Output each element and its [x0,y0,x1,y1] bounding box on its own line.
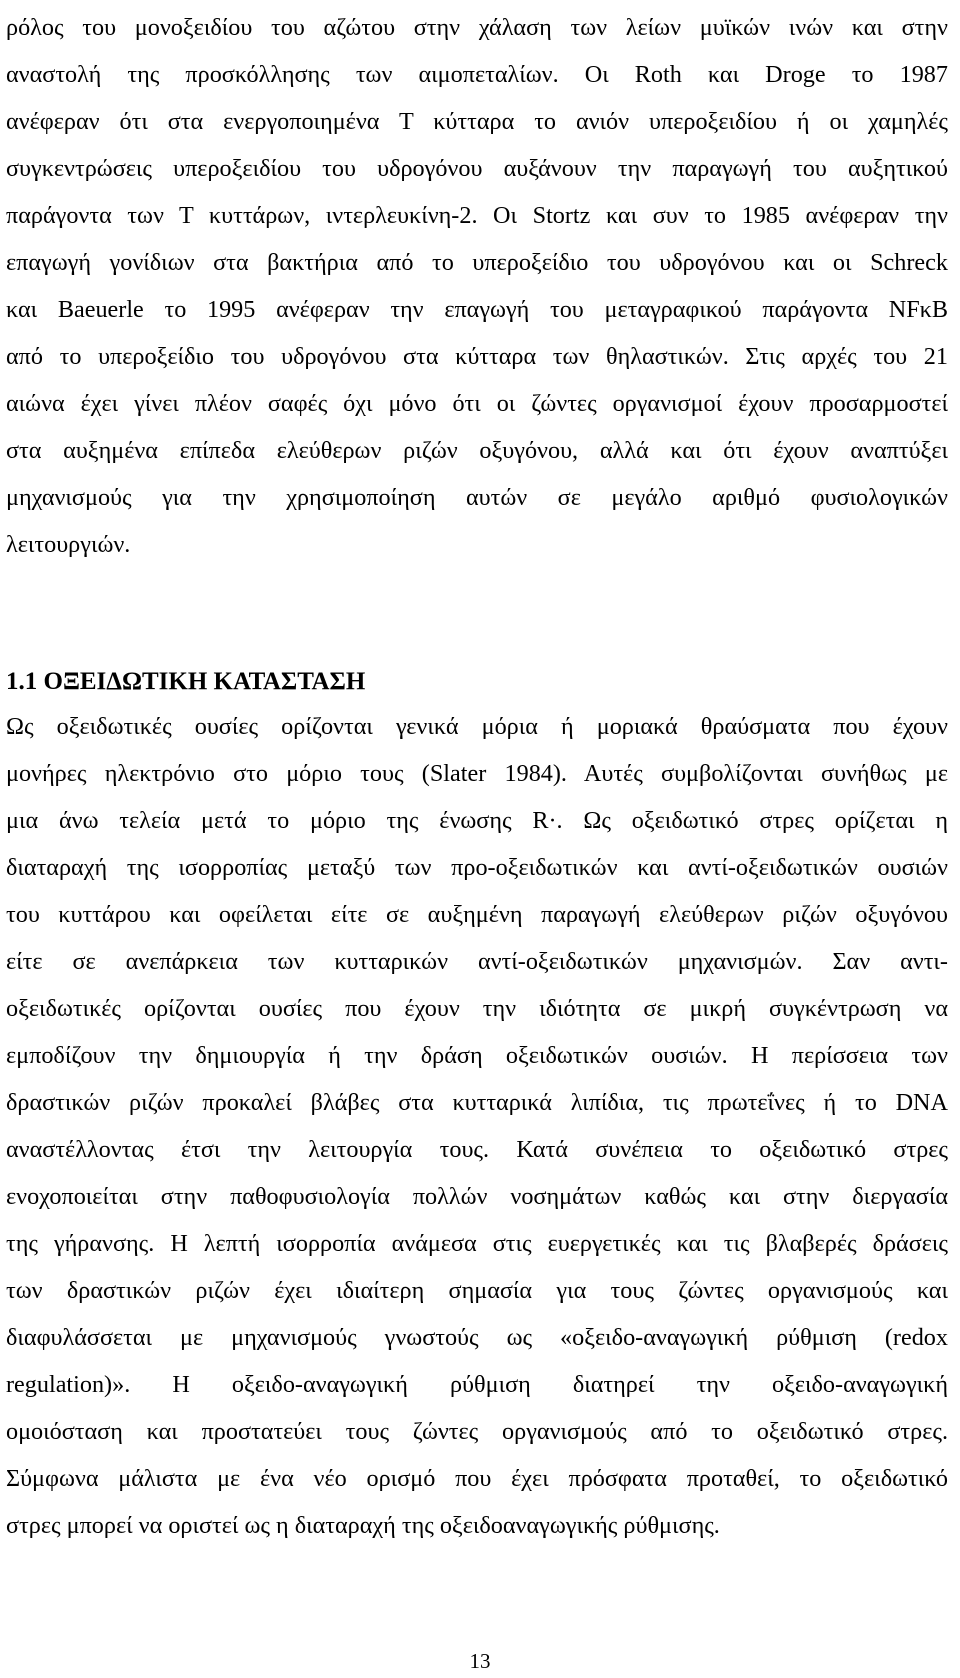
text-line: αναστέλλοντας έτσι την λειτουργία τους. Κατά συνέπεια το οξειδωτικό στρες [6,1136,948,1163]
text-line: μηχανισμούς για την χρησιμοποίηση αυτών σε μεγάλο αριθμό φυσιολογικών [6,484,948,511]
text-line: regulation)». Η οξειδο-αναγωγική ρύθμιση διατηρεί την οξειδο-αναγωγική [6,1371,948,1398]
text-line: ομοιόσταση και προστατεύει τους ζώντες οργανισμούς από το οξειδωτικό στρες. [6,1418,948,1445]
text-line: αιώνα έχει γίνει πλέον σαφές όχι μόνο ότι οι ζώντες οργανισμοί έχουν προσαρμοστεί [6,390,948,417]
text-line: από το υπεροξείδιο του υδρογόνου στα κύτταρα των θηλαστικών. Στις αρχές του 21 [6,343,948,370]
text-line: λειτουργιών. [6,531,131,558]
text-line: διαφυλάσσεται με μηχανισμούς γνωστούς ως «οξειδο-αναγωγική ρύθμιση (redox [6,1324,948,1351]
text-line: και Baeuerle το 1995 ανέφεραν την επαγωγή του μεταγραφικού παράγοντα NFκB [6,296,948,323]
text-line: Ως οξειδωτικές ουσίες ορίζονται γενικά μόρια ή μοριακά θραύσματα που έχουν [6,713,948,740]
text-line: δραστικών ριζών προκαλεί βλάβες στα κυτταρικά λιπίδια, τις πρωτεΐνες ή το DNA [6,1089,948,1116]
text-line: στα αυξημένα επίπεδα ελεύθερων ριζών οξυγόνου, αλλά και ότι έχουν αναπτύξει [6,437,948,464]
text-line: μονήρες ηλεκτρόνιο στο μόριο τους (Slater 1984). Αυτές συμβολίζονται συνήθως με [6,760,948,787]
text-line: είτε σε ανεπάρκεια των κυτταρικών αντί-οξειδωτικών μηχανισμών. Σαν αντι- [6,948,948,975]
text-line: Σύμφωνα μάλιστα με ένα νέο ορισμό που έχει πρόσφατα προταθεί, το οξειδωτικό [6,1465,948,1492]
text-line: της γήρανσης. Η λεπτή ισορροπία ανάμεσα στις ευεργετικές και τις βλαβερές δράσεις [6,1230,948,1257]
text-line: οξειδωτικές ορίζονται ουσίες που έχουν την ιδιότητα σε μικρή συγκέντρωση να [6,995,948,1022]
section-heading: 1.1 ΟΞΕΙΔΩΤΙΚΗ ΚΑΤΑΣΤΑΣΗ [6,668,366,695]
text-line: συγκεντρώσεις υπεροξειδίου του υδρογόνου αυξάνουν την παραγωγή του αυξητικού [6,155,948,182]
text-line: εμποδίζουν την δημιουργία ή την δράση οξειδωτικών ουσιών. Η περίσσεια των [6,1042,948,1069]
text-line: επαγωγή γονίδιων στα βακτήρια από το υπεροξείδιο του υδρογόνου και οι Schreck [6,249,948,276]
text-line: παράγοντα των Τ κυττάρων, ιντερλευκίνη-2. Οι Stortz και συν το 1985 ανέφεραν την [6,202,948,229]
text-line: των δραστικών ριζών έχει ιδιαίτερη σημασία για τους ζώντες οργανισμούς και [6,1277,948,1304]
text-line: μια άνω τελεία μετά το μόριο της ένωσης R·. Ως οξειδωτικό στρες ορίζεται η [6,807,948,834]
text-line: ρόλος του μονοξειδίου του αζώτου στην χάλαση των λείων μυϊκών ινών και στην [6,14,948,41]
body-paragraph-2 [6,703,948,1549]
text-line: ενοχοποιείται στην παθοφυσιολογία πολλών νοσημάτων καθώς και στην διεργασία [6,1183,948,1210]
text-line: του κυττάρου και οφείλεται είτε σε αυξημένη παραγωγή ελεύθερων ριζών οξυγόνου [6,901,948,928]
text-line: διαταραχή της ισορροπίας μεταξύ των προ-οξειδωτικών και αντί-οξειδωτικών ουσιών [6,854,948,881]
page-number: 13 [469,1649,491,1673]
body-paragraph-1 [6,4,948,568]
text-line: αναστολή της προσκόλλησης των αιμοπεταλίων. Οι Roth και Droge το 1987 [6,61,948,88]
text-line: στρες μπορεί να οριστεί ως η διαταραχή της οξειδοαναγωγικής ρύθμισης. [6,1512,720,1539]
text-line: ανέφεραν ότι στα ενεργοποιημένα Τ κύτταρα το ανιόν υπεροξειδίου ή οι χαμηλές [6,108,948,135]
